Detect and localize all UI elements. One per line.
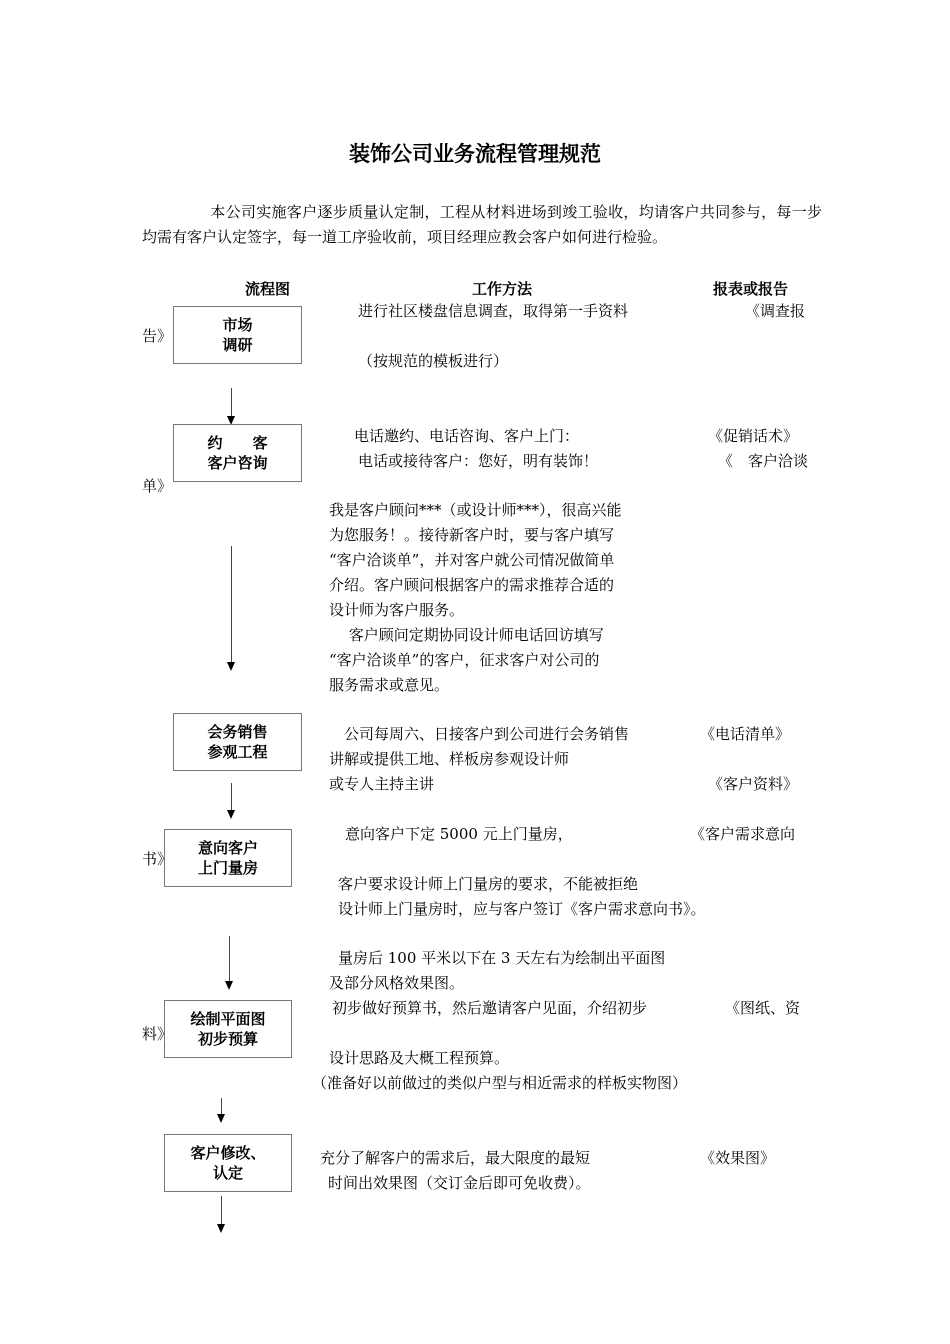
header-method: 工作方法 bbox=[472, 280, 533, 298]
report-name: 《图纸、资 bbox=[725, 999, 801, 1017]
report-name: 《客户资料》 bbox=[708, 775, 799, 793]
arrow-down-icon bbox=[225, 981, 233, 990]
method-text: 设计师上门量房时，应与客户签订《客户需求意向书》。 bbox=[338, 900, 706, 918]
flow-connector bbox=[231, 783, 232, 811]
method-text: 电话邀约、电话咨询、客户上门： bbox=[354, 427, 580, 445]
method-text: 为您服务！。接待新客户时，要与客户填写 bbox=[329, 526, 615, 544]
report-overflow: 料》 bbox=[142, 1025, 173, 1043]
report-name: 《调查报 bbox=[745, 302, 806, 320]
flow-box-line: 客户咨询 bbox=[207, 454, 268, 472]
method-text: 进行社区楼盘信息调查，取得第一手资料 bbox=[358, 302, 629, 320]
method-text: 公司每周六、日接客户到公司进行会务销售 bbox=[329, 725, 630, 743]
intro-paragraph bbox=[142, 200, 822, 250]
report-name: 《效果图》 bbox=[700, 1149, 776, 1167]
method-text: “客户洽谈单”，并对客户就公司情况做简单 bbox=[329, 551, 615, 569]
method-text: 意向客户下定 5000 元上门量房， bbox=[345, 825, 573, 843]
flow-box-line: 会务销售 bbox=[207, 723, 268, 741]
flow-connector bbox=[221, 1196, 222, 1226]
intro-text: 本公司实施客户逐步质量认定制，工程从材料进场到竣工验收，均请客户共同参与，每一步均需有客户认定签字，每一道工序验收前，项目经理应教会客户如何进行检验。 bbox=[142, 203, 822, 246]
method-text: 或专人主持主讲 bbox=[329, 775, 435, 793]
method-text: “客户洽谈单”的客户，征求客户对公司的 bbox=[329, 651, 600, 669]
report-name: 《促销话术》 bbox=[708, 427, 799, 445]
flow-box-line: 上门量房 bbox=[197, 859, 258, 877]
report-overflow: 书》 bbox=[142, 850, 173, 868]
report-name: 《 客户洽谈 bbox=[718, 452, 809, 470]
flow-box-consultation bbox=[173, 424, 302, 482]
method-text: 初步做好预算书，然后邀请客户见面，介绍初步 bbox=[332, 999, 648, 1017]
report-overflow: 告》 bbox=[142, 327, 173, 345]
flow-connector bbox=[231, 388, 232, 418]
method-text: 设计思路及大概工程预算。 bbox=[329, 1049, 510, 1067]
method-text: 服务需求或意见。 bbox=[329, 676, 450, 694]
flow-box-market-research bbox=[173, 306, 302, 364]
report-name: 《电话清单》 bbox=[700, 725, 791, 743]
flow-box-line: 绘制平面图 bbox=[190, 1010, 266, 1028]
flow-box-client-confirm bbox=[164, 1134, 292, 1192]
report-overflow: 单》 bbox=[142, 477, 173, 495]
arrow-down-icon bbox=[227, 662, 235, 671]
flow-box-line: 约 客 bbox=[207, 434, 268, 452]
flow-box-line: 客户修改、 bbox=[190, 1144, 266, 1162]
method-text: 设计师为客户服务。 bbox=[329, 601, 465, 619]
method-text: 讲解或提供工地、样板房参观设计师 bbox=[329, 750, 570, 768]
flow-connector bbox=[229, 936, 230, 983]
method-text: 电话或接待客户：您好，明有装饰！ bbox=[358, 452, 599, 470]
arrow-down-icon bbox=[217, 1114, 225, 1123]
method-text: 及部分风格效果图。 bbox=[329, 974, 465, 992]
method-text: 我是客户顾问***（或设计师***），很高兴能 bbox=[329, 501, 622, 519]
arrow-down-icon bbox=[217, 1224, 225, 1233]
report-name: 《客户需求意向 bbox=[690, 825, 796, 843]
method-text: 量房后 100 平米以下在 3 天左右为绘制出平面图 bbox=[338, 949, 666, 967]
flow-box-line: 认定 bbox=[212, 1164, 243, 1182]
flow-box-floor-plan-budget bbox=[164, 1000, 292, 1058]
method-text: 时间出效果图（交订金后即可免收费）。 bbox=[328, 1174, 591, 1192]
flow-box-line: 参观工程 bbox=[207, 743, 268, 761]
flow-box-line: 意向客户 bbox=[197, 839, 258, 857]
flow-box-measure-house bbox=[164, 829, 292, 887]
method-text: （按规范的模板进行） bbox=[358, 352, 509, 370]
method-text: （准备好以前做过的类似户型与相近需求的样板实物图） bbox=[312, 1074, 688, 1092]
flow-box-line: 市场 bbox=[222, 316, 253, 334]
flow-box-line: 调研 bbox=[222, 336, 253, 354]
method-text: 客户顾问定期协同设计师电话回访填写 bbox=[329, 626, 604, 644]
method-text: 介绍。客户顾问根据客户的需求推荐合适的 bbox=[329, 576, 615, 594]
arrow-down-icon bbox=[227, 810, 235, 819]
header-flow: 流程图 bbox=[245, 280, 291, 298]
header-report: 报表或报告 bbox=[713, 280, 789, 298]
page-title: 装饰公司业务流程管理规范 bbox=[349, 142, 601, 166]
method-text: 客户要求设计师上门量房的要求，不能被拒绝 bbox=[338, 875, 639, 893]
flow-box-line: 初步预算 bbox=[197, 1030, 258, 1048]
flow-connector bbox=[231, 546, 232, 664]
flow-box-sales-visit bbox=[173, 713, 302, 771]
method-text: 充分了解客户的需求后，最大限度的最短 bbox=[320, 1149, 591, 1167]
